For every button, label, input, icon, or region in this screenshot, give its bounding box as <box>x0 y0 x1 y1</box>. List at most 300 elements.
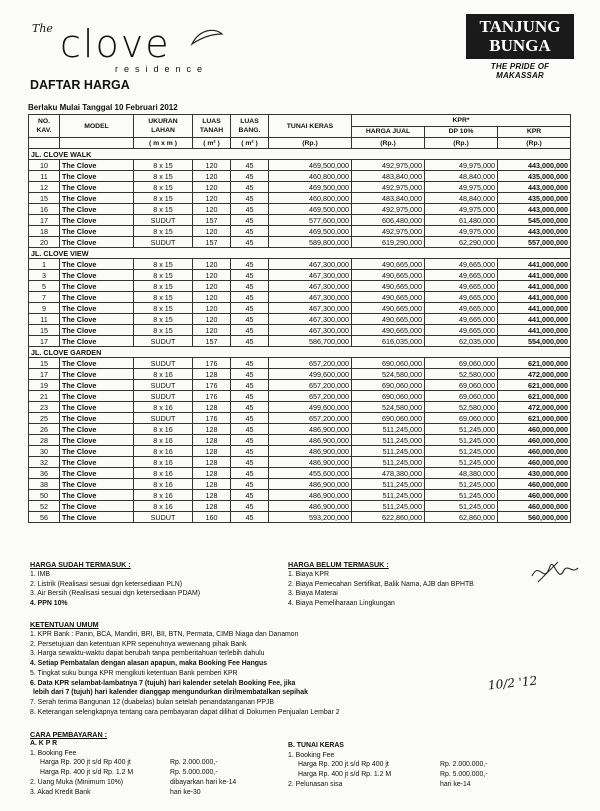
list-item: 1. Booking Fee <box>288 751 335 759</box>
cell-kpr: 460,000,000 <box>498 435 571 446</box>
cell-model: The Clove <box>60 424 134 435</box>
cell-harga-jual: 511,245,000 <box>352 490 425 501</box>
harga-belum-list <box>288 570 474 609</box>
ketentuan-list <box>30 630 340 717</box>
cara-title: CARA PEMBAYARAN : <box>30 730 108 739</box>
section-name: JL. CLOVE VIEW <box>29 248 571 259</box>
cell-luas-bang: 45 <box>231 358 269 369</box>
cell-model: The Clove <box>60 270 134 281</box>
cell-luas-bang: 45 <box>231 259 269 270</box>
cell-luas-bang: 45 <box>231 501 269 512</box>
cell-kpr: 545,000,000 <box>498 215 571 226</box>
col-kpr-group: KPR* <box>352 115 571 127</box>
col-luas-tanah: LUAS TANAH <box>193 115 231 138</box>
cell-dp: 49,665,000 <box>425 259 498 270</box>
cell-tunai: 469,500,000 <box>269 182 352 193</box>
cell-harga-jual: 524,580,000 <box>352 402 425 413</box>
cell-luas-bang: 45 <box>231 193 269 204</box>
cell-ukuran: 8 x 15 <box>134 193 193 204</box>
cell-harga-jual: 490,665,000 <box>352 292 425 303</box>
cara-tunai <box>288 741 548 790</box>
cell-harga-jual: 524,580,000 <box>352 369 425 380</box>
cell-tunai: 486,900,000 <box>269 501 352 512</box>
unit-blank-1 <box>29 138 60 149</box>
cell-tunai: 657,200,000 <box>269 413 352 424</box>
cell-dp: 49,665,000 <box>425 303 498 314</box>
cell-kpr: 443,000,000 <box>498 226 571 237</box>
cell-kpr: 472,000,000 <box>498 369 571 380</box>
cell-harga-jual: 490,665,000 <box>352 314 425 325</box>
list-item <box>288 780 548 790</box>
list-item: 4. Biaya Pemeliharaan Lingkungan <box>288 600 395 608</box>
cell-ukuran: SUDUT <box>134 336 193 347</box>
cell-ukuran: 8 x 16 <box>134 490 193 501</box>
cell-luas-tanah: 157 <box>193 237 231 248</box>
brand-line2: BUNGA <box>489 36 551 55</box>
cell-luas-bang: 45 <box>231 204 269 215</box>
cell-ukuran: 8 x 15 <box>134 314 193 325</box>
cell-tunai: 486,900,000 <box>269 435 352 446</box>
cell-dp: 69,060,000 <box>425 413 498 424</box>
cell-tunai: 467,300,000 <box>269 314 352 325</box>
table-row <box>29 435 571 446</box>
cell-harga-jual: 490,665,000 <box>352 270 425 281</box>
cell-dp: 51,245,000 <box>425 501 498 512</box>
cell-luas-tanah: 120 <box>193 281 231 292</box>
cell-kpr: 441,000,000 <box>498 281 571 292</box>
list-item <box>30 778 280 788</box>
fee-range: Harga Rp. 400 jt s/d Rp. 1.2 M <box>40 769 134 777</box>
brand-tagline: THE PRIDE OF MAKASSAR <box>490 62 550 80</box>
cell-luas-bang: 45 <box>231 336 269 347</box>
cell-ukuran: 8 x 15 <box>134 281 193 292</box>
cell-ukuran: 8 x 15 <box>134 226 193 237</box>
the-clove-logo <box>30 22 240 82</box>
cell-kpr: 472,000,000 <box>498 402 571 413</box>
cell-no: 7 <box>29 292 60 303</box>
cell-luas-bang: 45 <box>231 380 269 391</box>
cell-ukuran: 8 x 16 <box>134 402 193 413</box>
cell-ukuran: SUDUT <box>134 413 193 424</box>
cell-model: The Clove <box>60 435 134 446</box>
unit-tunai: (Rp.) <box>269 138 352 149</box>
cell-kpr: 435,000,000 <box>498 171 571 182</box>
cell-tunai: 657,200,000 <box>269 380 352 391</box>
unit-bang: ( m² ) <box>231 138 269 149</box>
cell-model: The Clove <box>60 446 134 457</box>
list-item: 6. Data KPR selambat-lambatnya 7 (tujuh) hari kalender setelah Booking Fee, jika <box>30 679 296 687</box>
table-row <box>29 237 571 248</box>
step-label: 2. Pelunasan sisa <box>288 780 343 788</box>
list-item: 1. IMB <box>30 571 50 578</box>
cell-no: 18 <box>29 226 60 237</box>
cell-no: 17 <box>29 369 60 380</box>
table-row <box>29 446 571 457</box>
cell-ukuran: 8 x 15 <box>134 160 193 171</box>
page-title: DAFTAR HARGA <box>30 78 130 92</box>
cell-harga-jual: 690,060,000 <box>352 380 425 391</box>
cell-no: 25 <box>29 413 60 424</box>
cell-dp: 49,665,000 <box>425 325 498 336</box>
table-row <box>29 193 571 204</box>
cell-ukuran: SUDUT <box>134 237 193 248</box>
cell-tunai: 499,600,000 <box>269 369 352 380</box>
table-row <box>29 160 571 171</box>
cell-dp: 51,245,000 <box>425 424 498 435</box>
table-row <box>29 226 571 237</box>
cell-ukuran: 8 x 15 <box>134 182 193 193</box>
cell-model: The Clove <box>60 204 134 215</box>
table-row <box>29 380 571 391</box>
list-item: 4. PPN 10% <box>30 600 68 608</box>
cell-luas-bang: 45 <box>231 303 269 314</box>
cell-luas-tanah: 157 <box>193 215 231 226</box>
cell-model: The Clove <box>60 501 134 512</box>
list-item: 1. Booking Fee <box>30 749 77 757</box>
cell-ukuran: 8 x 16 <box>134 435 193 446</box>
cell-luas-bang: 45 <box>231 215 269 226</box>
cell-no: 56 <box>29 512 60 523</box>
list-item: 5. Tingkat suku bunga KPR mengikuti ketentuan Bank pemberi KPR <box>30 669 238 677</box>
list-item: 2. Listrik (Realisasi sesuai dgn ketersediaan PLN) <box>30 580 183 588</box>
handwritten-date: 10/2 '12 <box>487 673 538 693</box>
cell-no: 15 <box>29 358 60 369</box>
fee-range: Harga Rp. 200 jt s/d Rp 400 jt <box>40 759 131 767</box>
cell-luas-tanah: 120 <box>193 270 231 281</box>
cell-luas-bang: 45 <box>231 413 269 424</box>
table-row <box>29 303 571 314</box>
cell-kpr: 430,000,000 <box>498 468 571 479</box>
cell-luas-bang: 45 <box>231 369 269 380</box>
step-label: 2. Uang Muka (Minimum 10%) <box>30 778 124 786</box>
cell-model: The Clove <box>60 160 134 171</box>
cell-dp: 52,580,000 <box>425 369 498 380</box>
cell-harga-jual: 616,035,000 <box>352 336 425 347</box>
cell-model: The Clove <box>60 171 134 182</box>
step-value: hari ke-30 <box>170 788 201 796</box>
cell-dp: 62,290,000 <box>425 237 498 248</box>
cell-dp: 48,840,000 <box>425 193 498 204</box>
table-row <box>29 479 571 490</box>
cell-luas-tanah: 120 <box>193 171 231 182</box>
table-row <box>29 490 571 501</box>
step-value: hari ke-14 <box>440 780 471 788</box>
cell-dp: 62,035,000 <box>425 336 498 347</box>
table-row <box>29 457 571 468</box>
cell-tunai: 589,800,000 <box>269 237 352 248</box>
cell-tunai: 467,300,000 <box>269 270 352 281</box>
cell-luas-tanah: 176 <box>193 413 231 424</box>
cell-luas-bang: 45 <box>231 402 269 413</box>
cell-kpr: 460,000,000 <box>498 457 571 468</box>
list-item <box>30 768 280 778</box>
list-item: 1. Biaya KPR <box>288 571 329 578</box>
cell-kpr: 441,000,000 <box>498 292 571 303</box>
cell-luas-tanah: 120 <box>193 325 231 336</box>
cell-luas-tanah: 128 <box>193 402 231 413</box>
cell-kpr: 560,000,000 <box>498 512 571 523</box>
cell-luas-bang: 45 <box>231 237 269 248</box>
cell-dp: 48,380,000 <box>425 468 498 479</box>
cell-dp: 52,580,000 <box>425 402 498 413</box>
table-row <box>29 182 571 193</box>
cell-harga-jual: 511,245,000 <box>352 457 425 468</box>
cell-ukuran: SUDUT <box>134 358 193 369</box>
cell-dp: 48,840,000 <box>425 171 498 182</box>
cell-tunai: 469,500,000 <box>269 226 352 237</box>
cell-dp: 49,665,000 <box>425 314 498 325</box>
cell-ukuran: 8 x 15 <box>134 292 193 303</box>
list-item: 3. Air Bersih (Realisasi sesuai dgn ketersediaan PDAM) <box>30 590 201 598</box>
cell-luas-bang: 45 <box>231 468 269 479</box>
cell-ukuran: 8 x 15 <box>134 303 193 314</box>
cell-model: The Clove <box>60 314 134 325</box>
cell-no: 38 <box>29 479 60 490</box>
cell-no: 52 <box>29 501 60 512</box>
cell-dp: 49,975,000 <box>425 182 498 193</box>
cell-dp: 51,245,000 <box>425 435 498 446</box>
list-item: 2. Persetujuan dan ketentuan KPR sepenuhnya wewenang pihak Bank <box>30 640 247 648</box>
cell-ukuran: 8 x 16 <box>134 468 193 479</box>
cell-tunai: 460,800,000 <box>269 193 352 204</box>
cell-tunai: 657,200,000 <box>269 358 352 369</box>
unit-ukuran: ( m x m ) <box>134 138 193 149</box>
cell-luas-tanah: 120 <box>193 182 231 193</box>
cell-kpr: 621,000,000 <box>498 413 571 424</box>
leaf-icon <box>190 26 224 48</box>
cell-dp: 51,245,000 <box>425 490 498 501</box>
list-item: 2. Biaya Pemecahan Sertifikat, Balik Nama, AJB dan BPHTB <box>288 580 474 588</box>
cell-harga-jual: 511,245,000 <box>352 479 425 490</box>
list-item: 7. Serah terima Bangunan 12 (duabelas) bulan setelah penandatanganan PPJB <box>30 698 275 706</box>
table-row <box>29 171 571 182</box>
cell-kpr: 557,000,000 <box>498 237 571 248</box>
cell-kpr: 443,000,000 <box>498 204 571 215</box>
cell-dp: 69,060,000 <box>425 380 498 391</box>
cell-luas-bang: 45 <box>231 435 269 446</box>
cell-luas-bang: 45 <box>231 281 269 292</box>
cara-kpr <box>30 739 280 797</box>
cell-luas-bang: 45 <box>231 160 269 171</box>
cell-luas-bang: 45 <box>231 325 269 336</box>
cell-kpr: 621,000,000 <box>498 358 571 369</box>
unit-kpr: (Rp.) <box>498 138 571 149</box>
cell-kpr: 441,000,000 <box>498 270 571 281</box>
cell-no: 5 <box>29 281 60 292</box>
table-row <box>29 204 571 215</box>
cell-kpr: 441,000,000 <box>498 259 571 270</box>
cell-no: 12 <box>29 182 60 193</box>
effective-date: Berlaku Mulai Tanggal 10 Februari 2012 <box>28 103 178 112</box>
cell-model: The Clove <box>60 479 134 490</box>
cell-luas-bang: 45 <box>231 182 269 193</box>
cell-no: 28 <box>29 435 60 446</box>
cell-no: 3 <box>29 270 60 281</box>
cell-luas-tanah: 120 <box>193 314 231 325</box>
cell-dp: 62,860,000 <box>425 512 498 523</box>
cell-luas-tanah: 157 <box>193 336 231 347</box>
cell-no: 15 <box>29 325 60 336</box>
cell-no: 32 <box>29 457 60 468</box>
table-row <box>29 468 571 479</box>
cell-kpr: 441,000,000 <box>498 325 571 336</box>
cell-kpr: 441,000,000 <box>498 314 571 325</box>
cell-tunai: 467,300,000 <box>269 325 352 336</box>
cell-harga-jual: 492,975,000 <box>352 226 425 237</box>
cell-harga-jual: 511,245,000 <box>352 435 425 446</box>
cell-luas-bang: 45 <box>231 226 269 237</box>
cell-ukuran: 8 x 15 <box>134 325 193 336</box>
cell-luas-bang: 45 <box>231 171 269 182</box>
list-item: 3. Harga sewaktu-waktu dapat berubah tanpa pemberitahuan terlebih dahulu <box>30 650 265 658</box>
list-item: 8. Keterangan selengkapnya tentang cara pembayaran dapat dilihat di Dokumen Penjualan Lembar 2 <box>30 708 340 716</box>
cell-tunai: 486,900,000 <box>269 424 352 435</box>
cell-harga-jual: 492,975,000 <box>352 182 425 193</box>
cell-tunai: 469,500,000 <box>269 160 352 171</box>
cell-ukuran: SUDUT <box>134 380 193 391</box>
fee-range: Harga Rp. 200 jt s/d Rp 400 jt <box>298 761 389 769</box>
cell-dp: 49,665,000 <box>425 281 498 292</box>
cell-model: The Clove <box>60 413 134 424</box>
cell-luas-tanah: 120 <box>193 226 231 237</box>
cell-model: The Clove <box>60 303 134 314</box>
cell-kpr: 443,000,000 <box>498 160 571 171</box>
cell-harga-jual: 490,665,000 <box>352 259 425 270</box>
cell-ukuran: 8 x 15 <box>134 171 193 182</box>
list-item: lebih dari 7 (tujuh) hari kalender dianggap mengundurkan diri/membatalkan sepihak <box>33 689 308 697</box>
col-kpr: KPR <box>498 126 571 138</box>
cell-tunai: 467,300,000 <box>269 281 352 292</box>
step-label: 3. Akad Kredit Bank <box>30 788 91 796</box>
cell-dp: 49,975,000 <box>425 226 498 237</box>
cell-ukuran: SUDUT <box>134 215 193 226</box>
unit-tanah: ( m² ) <box>193 138 231 149</box>
cell-tunai: 467,300,000 <box>269 303 352 314</box>
col-dp: DP 10% <box>425 126 498 138</box>
cell-kpr: 460,000,000 <box>498 490 571 501</box>
signature-mark <box>528 556 582 590</box>
logo-word: clove <box>60 22 171 66</box>
cell-luas-tanah: 128 <box>193 479 231 490</box>
cell-model: The Clove <box>60 490 134 501</box>
price-table <box>28 114 571 523</box>
cell-model: The Clove <box>60 336 134 347</box>
cell-no: 10 <box>29 160 60 171</box>
cell-luas-bang: 45 <box>231 292 269 303</box>
table-row <box>29 358 571 369</box>
harga-belum-title: HARGA BELUM TERMASUK : <box>288 560 389 569</box>
cell-dp: 51,245,000 <box>425 479 498 490</box>
cell-tunai: 455,600,000 <box>269 468 352 479</box>
cell-luas-tanah: 120 <box>193 292 231 303</box>
list-item <box>30 788 280 798</box>
cell-no: 17 <box>29 215 60 226</box>
unit-harga-jual: (Rp.) <box>352 138 425 149</box>
cell-model: The Clove <box>60 193 134 204</box>
cell-harga-jual: 492,975,000 <box>352 160 425 171</box>
cell-no: 1 <box>29 259 60 270</box>
cell-kpr: 435,000,000 <box>498 193 571 204</box>
cell-ukuran: 8 x 16 <box>134 424 193 435</box>
cell-model: The Clove <box>60 215 134 226</box>
cell-harga-jual: 511,245,000 <box>352 501 425 512</box>
cell-luas-bang: 45 <box>231 424 269 435</box>
cell-dp: 69,060,000 <box>425 358 498 369</box>
table-row <box>29 402 571 413</box>
cell-luas-tanah: 128 <box>193 490 231 501</box>
cell-model: The Clove <box>60 325 134 336</box>
cell-model: The Clove <box>60 380 134 391</box>
cell-luas-tanah: 128 <box>193 501 231 512</box>
cell-tunai: 460,800,000 <box>269 171 352 182</box>
cell-model: The Clove <box>60 292 134 303</box>
cell-dp: 49,665,000 <box>425 270 498 281</box>
cell-no: 19 <box>29 380 60 391</box>
cell-no: 11 <box>29 314 60 325</box>
table-row <box>29 501 571 512</box>
cell-no: 36 <box>29 468 60 479</box>
cell-no: 20 <box>29 237 60 248</box>
table-row <box>29 314 571 325</box>
cell-tunai: 577,600,000 <box>269 215 352 226</box>
cell-harga-jual: 483,840,000 <box>352 171 425 182</box>
cell-ukuran: 8 x 16 <box>134 457 193 468</box>
cell-ukuran: 8 x 16 <box>134 369 193 380</box>
cell-luas-tanah: 176 <box>193 391 231 402</box>
cell-harga-jual: 490,665,000 <box>352 325 425 336</box>
cell-harga-jual: 690,060,000 <box>352 413 425 424</box>
cell-harga-jual: 492,975,000 <box>352 204 425 215</box>
cell-ukuran: 8 x 15 <box>134 259 193 270</box>
cell-luas-tanah: 128 <box>193 424 231 435</box>
fee-value: Rp. 5.000.000,- <box>170 769 218 777</box>
cell-luas-bang: 45 <box>231 512 269 523</box>
table-row <box>29 424 571 435</box>
cell-model: The Clove <box>60 402 134 413</box>
logo-script: The <box>32 22 53 35</box>
cell-ukuran: SUDUT <box>134 391 193 402</box>
cell-no: 17 <box>29 336 60 347</box>
table-row <box>29 259 571 270</box>
cell-luas-tanah: 120 <box>193 204 231 215</box>
cell-luas-tanah: 120 <box>193 193 231 204</box>
cell-harga-jual: 622,860,000 <box>352 512 425 523</box>
cell-harga-jual: 690,060,000 <box>352 358 425 369</box>
col-ukuran: UKURAN LAHAN <box>134 115 193 138</box>
cell-tunai: 469,500,000 <box>269 204 352 215</box>
cell-model: The Clove <box>60 281 134 292</box>
table-row <box>29 325 571 336</box>
cell-no: 23 <box>29 402 60 413</box>
col-tunai: TUNAI KERAS <box>269 115 352 138</box>
cara-b-title: B. TUNAI KERAS <box>288 742 344 749</box>
list-item <box>288 760 548 770</box>
cell-luas-bang: 45 <box>231 457 269 468</box>
cell-harga-jual: 483,840,000 <box>352 193 425 204</box>
cell-model: The Clove <box>60 182 134 193</box>
table-row <box>29 336 571 347</box>
cell-luas-tanah: 128 <box>193 468 231 479</box>
cell-no: 26 <box>29 424 60 435</box>
fee-range: Harga Rp. 400 jt s/d Rp. 1.2 M <box>298 771 392 779</box>
cell-dp: 51,245,000 <box>425 446 498 457</box>
col-luas-bang: LUAS BANG. <box>231 115 269 138</box>
price-table-body <box>29 149 571 523</box>
list-item <box>30 758 280 768</box>
fee-value: Rp. 2.000.000,- <box>440 761 488 769</box>
cell-no: 16 <box>29 204 60 215</box>
cell-luas-tanah: 176 <box>193 380 231 391</box>
